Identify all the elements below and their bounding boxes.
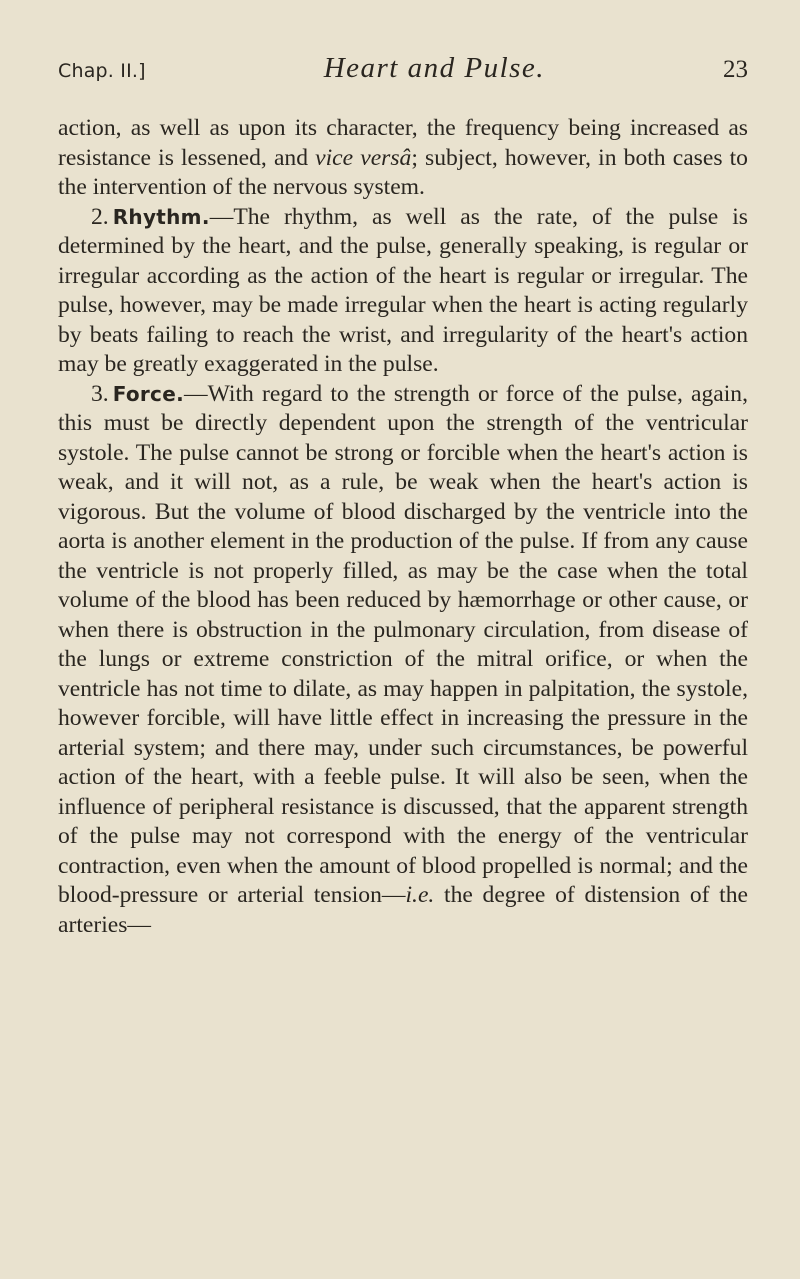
paragraph-force — [58, 380, 748, 941]
page-number: 23 — [722, 56, 748, 83]
section-heading-rhythm: Rhythm. — [112, 204, 210, 229]
chapter-label: Chap. II.] — [58, 60, 146, 82]
paragraph-text: —With regard to the strength or force of the pulse, again, this must be directly dependent upon the strength of the ventricular systole. The pulse cannot be strong or forcible when the heart's action is weak, and it will not, as a rule, be weak when the heart's action is vigorous. But the volume of blood discharged by the ventricle into the aorta is another element in the production of the pulse. If from any cause the ventricle is not properly filled, as may be the case when the total volume of the blood has been reduced by hæmorrhage or other cause, or when there is obstruction in the pulmonary circulation, from disease of the lungs or extreme constriction of the mitral orifice, or when the ventricle has not time to dilate, as may happen in palpitation, the systole, however forcible, will have little effect in increasing the pressure in the arterial system; and there may, under such circumstances, be powerful action of the heart, with a feeble pulse. It will also be seen, when the influence of peripheral resistance is discussed, that the apparent strength of the pulse may not correspond with the energy of the ventricular contraction, even when the amount of blood propelled is normal; and the blood-pressure or arterial tension— — [58, 380, 748, 908]
paragraph-rhythm — [58, 203, 748, 380]
paragraph-tail: ; subject, however, in both cases to the intervention of the nervous system. — [58, 144, 748, 200]
section-heading-force: Force. — [112, 381, 184, 406]
paragraph-number: 3. — [91, 380, 109, 407]
paragraph-tail: the degree of distension of the arteries— — [58, 882, 749, 938]
body-text — [58, 114, 748, 940]
italic-phrase: vice versâ — [315, 144, 412, 171]
italic-phrase: i.e. — [405, 882, 435, 908]
paragraph-text: —The rhythm, as well as the rate, of the pulse is determined by the heart, and the pulse, generally speaking, is regular or irregular according as the action of the heart is regular or irregular. The pulse, however, may be made irregular when the heart is acting regularly by beats failing to reach the wrist, and irregularity of the heart's action may be greatly exaggerated in the pulse. — [58, 203, 748, 377]
paragraph-number: 2. — [91, 203, 109, 230]
paragraph-text: action, as well as upon its character, the frequency being increased as resistance is lessened, and — [58, 115, 748, 171]
running-header — [58, 52, 748, 106]
running-title: Heart and Pulse. — [323, 52, 546, 84]
paragraph-continuation — [58, 114, 748, 203]
